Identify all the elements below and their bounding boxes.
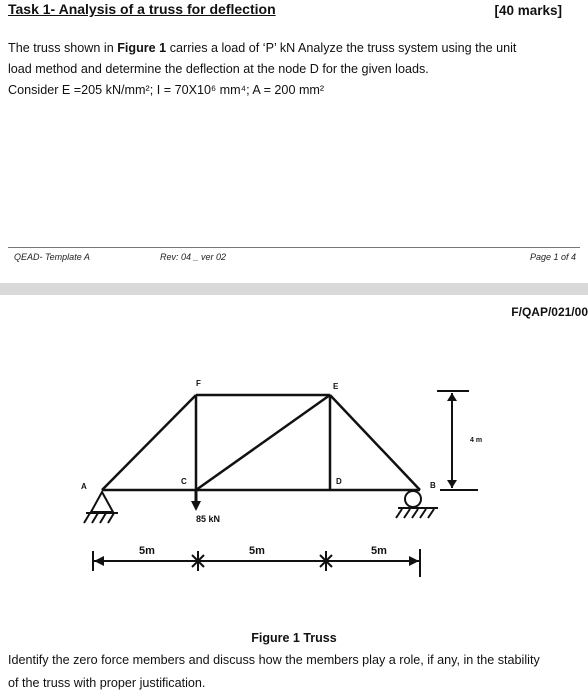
pin-support-a (84, 492, 118, 523)
description-line-3: Consider E =205 kN/mm²; I = 70X10⁶ mm⁴; A = 200 mm² (8, 83, 325, 97)
node-label-c: C (181, 477, 187, 486)
pin-support-triangle (91, 492, 113, 512)
roller-hatch-4 (420, 509, 426, 518)
figure-caption: Figure 1 Truss (251, 631, 337, 645)
footer-revision: Rev: 04 _ ver 02 (160, 252, 227, 262)
question-line-1: Identify the zero force members and discuss how the members play a role, if any, in the stability (8, 653, 540, 667)
node-label-a: A (81, 482, 87, 491)
pin-hatch-1 (84, 513, 90, 523)
description-line-1: The truss shown in Figure 1 carries a load of ‘P’ kN Analyze the truss system using the unit (8, 41, 517, 55)
task-title: Task 1- Analysis of a truss for deflection (8, 1, 276, 17)
member-af (102, 395, 196, 490)
roller-circle (405, 491, 421, 507)
question-text (8, 649, 586, 695)
span-label-3: 5m (371, 545, 387, 557)
span-label-1: 5m (139, 545, 155, 557)
member-eb (330, 395, 420, 490)
footer-page: Page 1 of 4 (529, 252, 576, 262)
footer-template: QEAD- Template A (14, 252, 90, 262)
roller-hatch-3 (412, 509, 418, 518)
roller-hatch-5 (428, 509, 434, 518)
member-ce (196, 395, 330, 490)
form-code: F/QAP/021/00 (511, 305, 588, 319)
node-label-e: E (333, 382, 339, 391)
span-label-2: 5m (249, 545, 265, 557)
span-arrow-b (409, 556, 419, 566)
pin-hatch-2 (92, 513, 98, 523)
load-arrow-head (191, 501, 201, 511)
node-label-d: D (336, 477, 342, 486)
height-dim-arrow-up (447, 393, 457, 401)
question-line-2: of the truss with proper justification. (8, 676, 206, 690)
truss-members (102, 395, 420, 490)
span-arrow-a (94, 556, 104, 566)
load-arrow (191, 490, 201, 511)
roller-hatch-2 (404, 509, 410, 518)
node-label-f: F (196, 379, 201, 388)
height-label: 4 m (470, 437, 483, 444)
pin-hatch-3 (100, 513, 106, 523)
description-line-2: load method and determine the deflection at the node D for the given loads. (8, 62, 429, 76)
roller-hatch-1 (396, 509, 402, 518)
roller-support-b (396, 491, 438, 518)
pin-hatch-4 (108, 513, 114, 523)
node-label-b: B (430, 481, 436, 490)
marks-label: [40 marks] (494, 3, 562, 18)
load-label: 85 kN (196, 514, 221, 524)
height-dim-arrow-down (447, 480, 457, 488)
